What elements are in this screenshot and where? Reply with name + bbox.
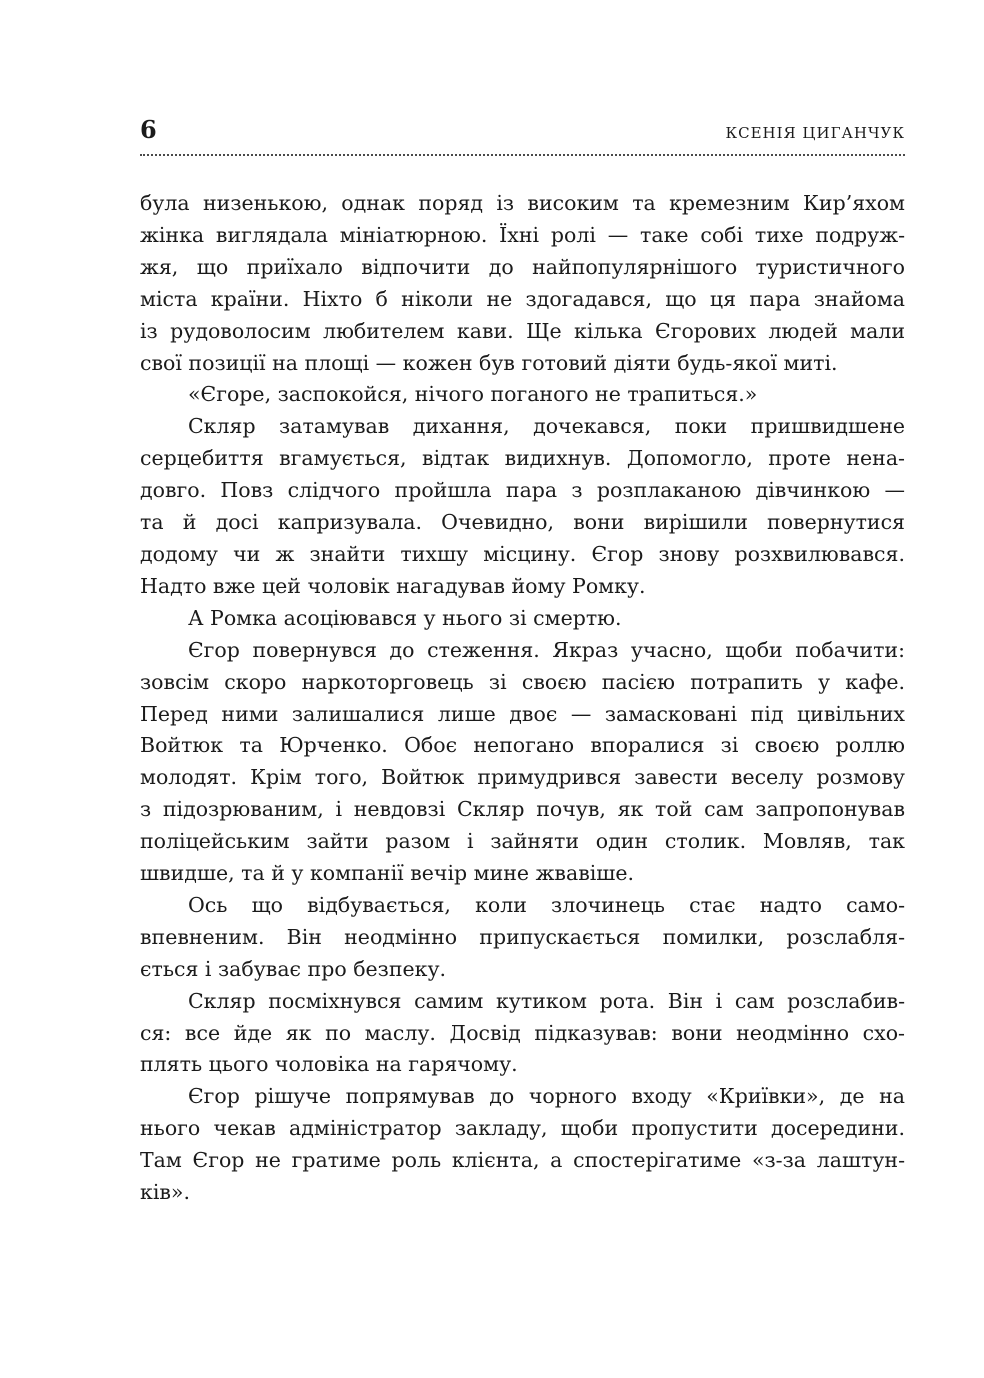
text-line: свої позиції на площі — кожен був готовий діяти будь-якої миті. — [140, 350, 838, 375]
text-line: з підозрюваним, і невдовзі Скляр почув, як той сам запропонував — [140, 797, 905, 822]
text-line: ся: все йде як по маслу. Досвід підказував: вони неодмінно схо- — [140, 1020, 905, 1045]
text-line: А Ромка асоціювався у нього зі смертю. — [188, 605, 622, 630]
paragraph — [140, 188, 905, 379]
text-line: серцебиття вгамується, відтак видихнув. Допомогло, проте нена- — [140, 446, 905, 471]
text-line: швидше, та й у компанії вечір мине жвавіше. — [140, 861, 634, 886]
text-line: Там Єгор не гратиме роль клієнта, а спостерігатиме «з-за лаштун- — [140, 1148, 905, 1173]
header-divider-dotted-rule — [140, 154, 905, 156]
page-content — [140, 115, 905, 1209]
paragraph — [140, 603, 905, 635]
text-line: молодят. Крім того, Войтюк примудрився завести веселу розмову — [140, 765, 905, 790]
text-line: «Єгоре, заспокойся, нічого поганого не трапиться.» — [188, 382, 758, 407]
text-line: та й досі капризувала. Очевидно, вони вирішили повернутися — [140, 510, 905, 535]
text-line: жя, що приїхало відпочити до найпопулярнішого туристичного — [140, 254, 905, 279]
text-line: довго. Повз слідчого пройшла пара з розплаканою дівчинкою — — [140, 478, 905, 503]
text-line: Скляр посміхнувся самим кутиком рота. Він і сам розслабив- — [188, 988, 905, 1013]
text-line: із рудоволосим любителем кави. Ще кілька Єгорових людей мали — [140, 318, 905, 343]
running-header — [140, 115, 905, 144]
paragraph — [140, 411, 905, 602]
text-line: Войтюк та Юрченко. Обоє непогано впоралися зі своєю роллю — [140, 733, 905, 758]
text-line: плять цього чоловіка на гарячому. — [140, 1052, 518, 1077]
text-line: Надто вже цей чоловік нагадував йому Ромку. — [140, 573, 646, 598]
running-title: КСЕНІЯ ЦИГАНЧУК — [725, 124, 905, 142]
paragraph — [140, 890, 905, 986]
text-line: Єгор рішуче попрямував до чорного входу «Криївки», де на — [188, 1084, 905, 1109]
paragraph — [140, 1081, 905, 1209]
paragraph — [140, 379, 905, 411]
text-line: додому чи ж знайти тихшу місцину. Єгор знову розхвилювався. — [140, 541, 905, 566]
text-line: міста країни. Ніхто б ніколи не здогадався, що ця пара знайома — [140, 286, 905, 311]
text-line: ків». — [140, 1180, 190, 1205]
paragraph — [140, 635, 905, 890]
text-line: Ось що відбувається, коли злочинець стає надто само- — [188, 892, 905, 917]
text-line: жінка виглядала мініатюрною. Їхні ролі — таке собі тихе подруж- — [140, 222, 905, 247]
text-line: була низенькою, однак поряд із високим та кремезним Кир’яхом — [140, 191, 905, 215]
text-line: нього чекав адміністратор закладу, щоби пропустити досередини. — [140, 1116, 905, 1141]
text-line: поліцейським зайти разом і зайняти один столик. Мовляв, так — [140, 829, 905, 854]
body-text — [140, 188, 905, 1209]
text-line: ється і забуває про безпеку. — [140, 956, 447, 981]
text-line: Єгор повернувся до стеження. Якраз учасно, щоби побачити: — [188, 637, 905, 662]
text-line: впевненим. Він неодмінно припускається помилки, розслабля- — [140, 924, 905, 949]
page-number: 6 — [140, 115, 157, 144]
text-line: Скляр затамував дихання, дочекався, поки пришвидшене — [188, 414, 905, 439]
text-line: зовсім скоро наркоторговець зі своєю пасією потрапить у кафе. — [140, 669, 905, 694]
text-line: Перед ними залишалися лише двоє — замасковані під цивільних — [140, 701, 905, 726]
paragraph — [140, 986, 905, 1082]
